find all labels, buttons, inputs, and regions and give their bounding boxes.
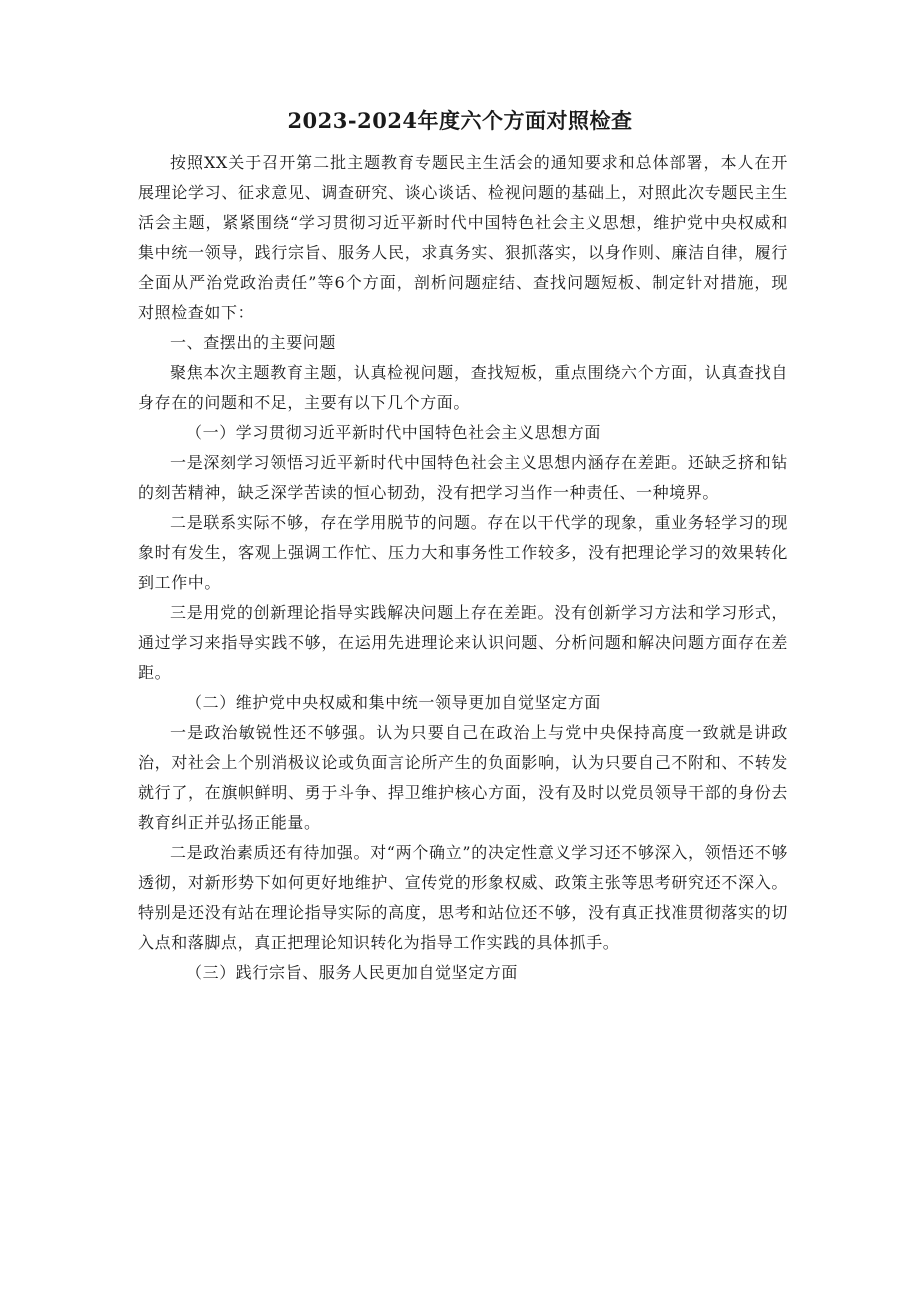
section-intro-paragraph: 聚焦本次主题教育主题，认真检视问题，查找短板，重点围绕六个方面，认真查找自身存在的问题和不足，主要有以下几个方面。 <box>138 363 788 412</box>
body-paragraph: 一是政治敏锐性还不够强。认为只要自己在政治上与党中央保持高度一致就是讲政治，对社会上个别消极议论或负面言论所产生的负面影响，认为只要自己不附和、不转发就行了，在旗帜鲜明、勇于斗争、捍卫维护核心方面，没有及时以党员领导干部的身份去教育纠正并弘扬正能量。 <box>138 723 788 832</box>
document-body <box>138 148 788 988</box>
body-paragraph: 二是政治素质还有待加强。对“两个确立”的决定性意义学习还不够深入，领悟还不够透彻，对新形势下如何更好地维护、宣传党的形象权威、政策主张等思考研究还不深入。特别是还没有站在理论指导实际的高度，思考和站位还不够，没有真正找准贯彻落实的切入点和落脚点，真正把理论知识转化为指导工作实践的具体抓手。 <box>138 843 788 952</box>
subsection-heading: （二）维护党中央权威和集中统一领导更加自觉坚定方面 <box>186 693 602 712</box>
body-paragraph: 一是深刻学习领悟习近平新时代中国特色社会主义思想内涵存在差距。还缺乏挤和钻的刻苦精神，缺乏深学苦读的恒心韧劲，没有把学习当作一种责任、一种境界。 <box>138 453 788 502</box>
intro-paragraph: 按照XX关于召开第二批主题教育专题民主生活会的通知要求和总体部署，本人在开展理论学习、征求意见、调查研究、谈心谈话、检视问题的基础上，对照此次专题民主生活会主题，紧紧围绕“学习贯彻习近平新时代中国特色社会主义思想，维护党中央权威和集中统一领导，践行宗旨、服务人民，求真务实、狠抓落实，以身作则、廉洁自律，履行全面从严治党政治责任”等6个方面，剖析问题症结、查找问题短板、制定针对措施，现对照检查如下： <box>138 153 788 322</box>
section-heading: 一、查摆出的主要问题 <box>170 333 337 352</box>
body-paragraph: 二是联系实际不够，存在学用脱节的问题。存在以干代学的现象，重业务轻学习的现象时有发生，客观上强调工作忙、压力大和事务性工作较多，没有把理论学习的效果转化到工作中。 <box>138 513 788 592</box>
subsection-heading: （三）践行宗旨、服务人民更加自觉坚定方面 <box>186 963 519 982</box>
subsection-heading: （一）学习贯彻习近平新时代中国特色社会主义思想方面 <box>186 423 602 442</box>
body-paragraph: 三是用党的创新理论指导实践解决问题上存在差距。没有创新学习方法和学习形式，通过学习来指导实践不够，在运用先进理论来认识问题、分析问题和解决问题方面存在差距。 <box>138 603 788 682</box>
document-title: 2023-2024年度六个方面对照检查 <box>287 108 633 133</box>
